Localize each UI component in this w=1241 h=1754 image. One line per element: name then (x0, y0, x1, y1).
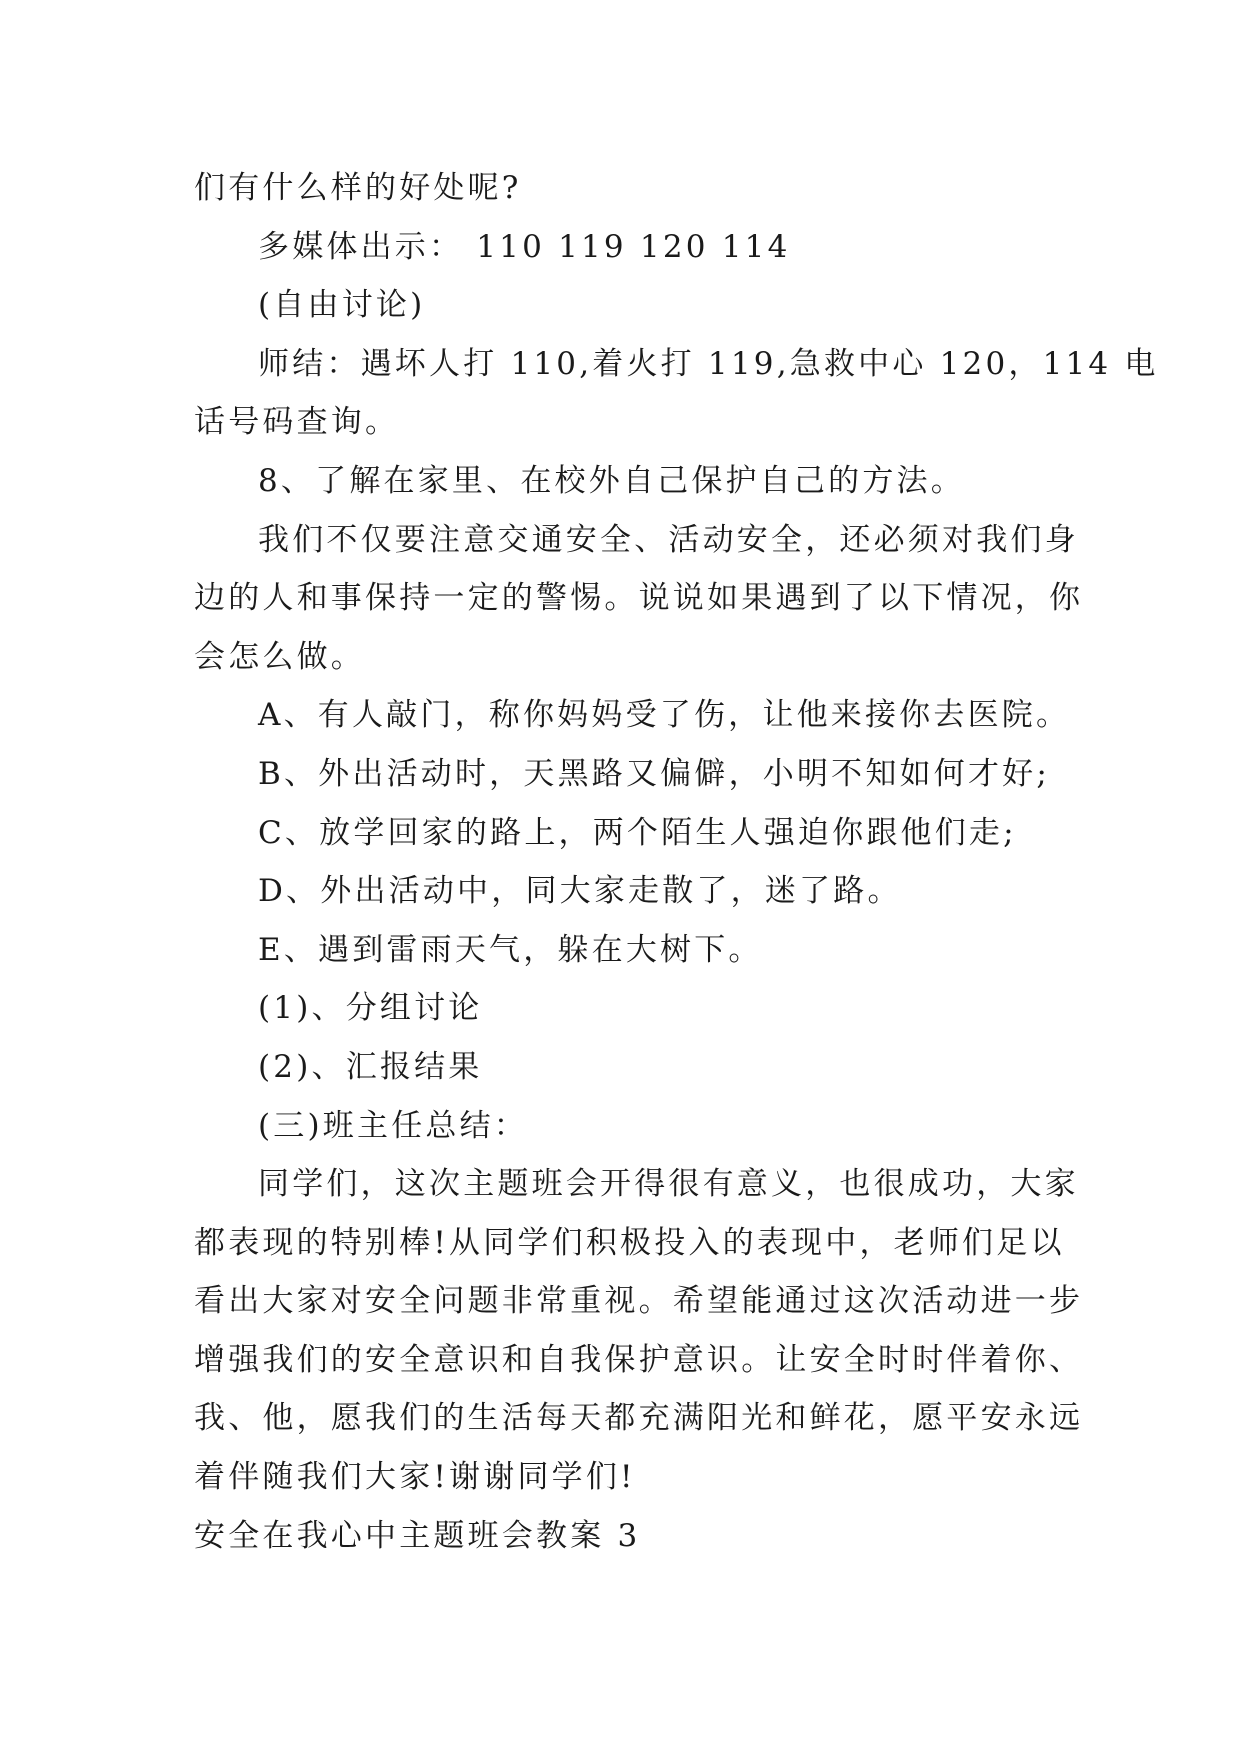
document-body (194, 159, 1159, 1565)
list-item-b: B、外出活动时，天黑路又偏僻，小明不知如何才好; (258, 755, 1051, 792)
paragraph-line-continuation: 们有什么样的好处呢? (194, 170, 522, 206)
list-item-d: D、外出活动中，同大家走散了，迷了路。 (258, 873, 902, 910)
paragraph-line-free-discussion: (自由讨论) (258, 287, 426, 324)
list-item-a: A、有人敲门，称你妈妈受了伤，让他来接你去医院。 (258, 697, 1071, 734)
paragraph-line-closing-5: 我、他，愿我们的生活每天都充满阳光和鲜花，愿平安永远 (194, 1400, 1084, 1437)
paragraph-line-intro-cont-2: 会怎么做。 (194, 638, 365, 675)
step-2-report-results: (2)、汇报结果 (258, 1048, 483, 1085)
paragraph-line-multimedia: 多媒体出示： 110 119 120 114 (258, 228, 791, 265)
paragraph-line-closing-4: 增强我们的安全意识和自我保护意识。让安全时时伴着你、 (194, 1341, 1084, 1378)
section-heading-8: 8、了解在家里、在校外自己保护自己的方法。 (258, 462, 965, 499)
paragraph-line-closing-1: 同学们，这次主题班会开得很有意义，也很成功，大家 (258, 1166, 1079, 1203)
section-heading-teacher-summary: (三)班主任总结： (258, 1107, 528, 1144)
list-item-e: E、遇到雷雨天气，躲在大树下。 (258, 931, 763, 968)
step-1-group-discussion: (1)、分组讨论 (258, 990, 483, 1027)
list-item-c: C、放学回家的路上，两个陌生人强迫你跟他们走; (258, 814, 1017, 851)
paragraph-line-teacher-summary: 师结：遇坏人打 110,着火打 119,急救中心 120，114 电 (258, 345, 1159, 382)
paragraph-line-teacher-summary-cont: 话号码查询。 (194, 404, 400, 441)
paragraph-line-closing-2: 都表现的特别棒!从同学们积极投入的表现中，老师们足以 (194, 1224, 1065, 1261)
paragraph-line-intro: 我们不仅要注意交通安全、活动安全，还必须对我们身 (258, 521, 1079, 558)
paragraph-line-closing-6: 着伴随我们大家!谢谢同学们! (194, 1459, 636, 1496)
paragraph-line-intro-cont-1: 边的人和事保持一定的警惕。说说如果遇到了以下情况，你 (194, 580, 1084, 617)
document-section-title: 安全在我心中主题班会教案 3 (194, 1517, 641, 1554)
paragraph-line-closing-3: 看出大家对安全问题非常重视。希望能通过这次活动进一步 (194, 1283, 1084, 1320)
